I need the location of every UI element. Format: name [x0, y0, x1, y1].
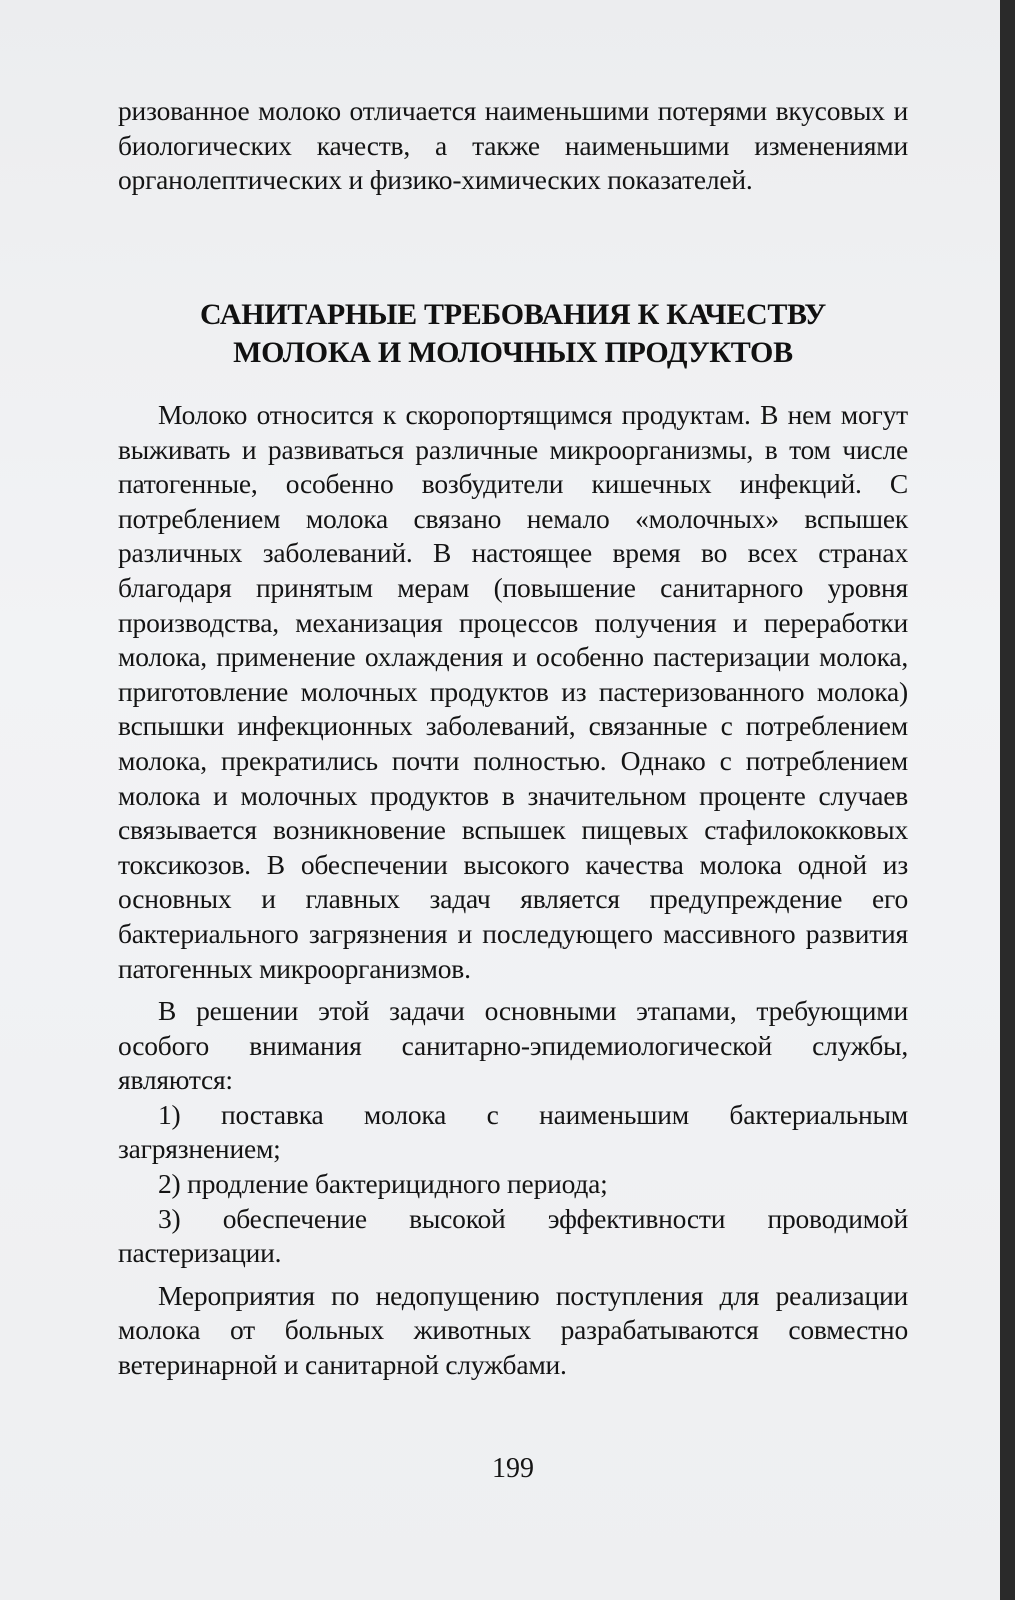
paragraph-stages: В решении этой задачи основными этапами, требующими особого внимания санитарно-эпидемиологической службы, являются:	[118, 995, 908, 1096]
section-body	[118, 398, 908, 1383]
paragraph-measures: Мероприятия по недопущению поступления для реализации молока от больных животных разрабатываются совместно ветеринарной и санитарной службами.	[118, 1279, 908, 1381]
heading-line-1: САНИТАРНЫЕ ТРЕБОВАНИЯ К КАЧЕСТВУ	[199, 298, 827, 331]
list-item-2: 2) продление бактерицидного периода;	[158, 1168, 608, 1200]
list-item-1: 1) поставка молока с наименьшим бактериальным загрязнением;	[118, 1098, 908, 1165]
section-heading	[118, 296, 908, 372]
paragraph-main: Молоко относится к скоропортящимся продуктам. В нем могут выживать и развиваться различные микроорганизмы, в том числе патогенные, особенно возбудители кишечных инфекций. С потреблением молока связано немало «молочных» вспышек различных заболеваний. В настоящее время во всех странах благодаря принятым мерам (повышение санитарного уровня производства, механизация процессов получения и переработки молока, применение охлаждения и особенно пастеризации молока, приготовление молочных продуктов из пастеризованного молока) вспышки инфекционных заболеваний, связанные с потреблением молока, прекратились почти полностью. Однако с потреблением молока и молочных продуктов в значительном проценте случаев связывается возникновение вспышек пищевых стафилококковых токсикозов. В обеспечении высокого качества молока одной из основных и главных задач является предупреждение его бактериального загрязнения и последующего массивного развития патогенных микроорганизмов.	[118, 399, 908, 984]
heading-line-2: МОЛОКА И МОЛОЧНЫХ ПРОДУКТОВ	[233, 336, 793, 369]
list-item-3: 3) обеспечение высокой эффективности проводимой пастеризации.	[118, 1202, 908, 1269]
page-number: 199	[492, 1453, 534, 1484]
intro-paragraph: ризованное молоко отличается наименьшими потерями вкусовых и биологических качеств, а также наименьшими изменениями органолептических и физико-химических показателей.	[118, 95, 908, 196]
